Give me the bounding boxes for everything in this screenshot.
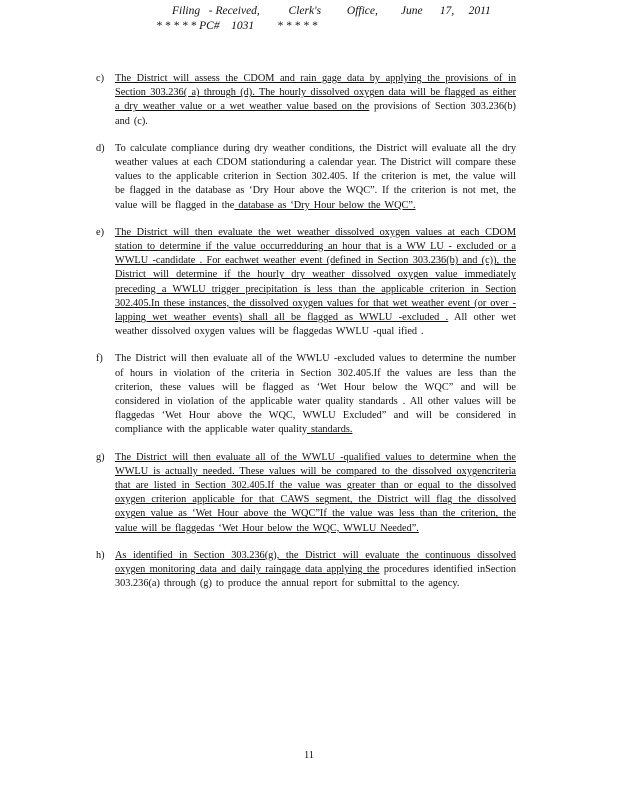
list-item — [96, 226, 516, 340]
underlined-text: The District will assess the CDOM and rain gage data by applying the provisions of in Section 303.236( a) through (d). The hourly dissolved oxygen data will be flagged as either a dry weather value or a wet weather value based on the — [115, 73, 516, 113]
list-item-text — [115, 352, 516, 437]
list-item — [96, 451, 516, 536]
filing-header-line2: * * * * * PC# 1031 * * * * * — [156, 20, 318, 32]
underlined-text: database as ‘Dry Hour below the WQC”. — [234, 199, 416, 211]
underlined-text: The District will then evaluate all of the WWLU -qualified values to determine when the WWLU is actually needed. These values will be compared to the dissolved oxygencriteria that are listed in Section 302.405.If the value was greater than or equal to the dissolved oxygen criterion applicable for that CAWS segment, the District will flag the dissolved oxygen value as ‘Wet Hour above the WQC”If the value was less than the criterion, the value will be flaggedas ‘Wet Hour below the WQC, WWLU Needed”. — [115, 451, 516, 534]
list-item — [96, 72, 516, 129]
list-item — [96, 549, 516, 592]
plain-text: provisions of Section 303.236(b) and (c). — [115, 101, 516, 127]
underlined-text: The District will then evaluate the wet weather dissolved oxygen values at each CDOM station to determine if the value occurredduring an hour that is a WW LU - excluded or a WWLU -candidate . For eachwet weather event (defined in Section 303.236(b) and (c)), the District will determine if the hourly dry weather dissolved oxygen value immediately preceding a WWLU trigger precipitation is less than the applicable criterion in Section 302.405.In these instances, the dissolved oxygen values for that wet weather event (or over -lapping wet weather events) shall all be flagged as WWLU -excluded . — [115, 226, 516, 324]
list-item-marker: e) — [96, 226, 104, 238]
filing-header-line1: Filing - Received, Clerk's Office, June 17, 2011 — [172, 5, 491, 17]
list-item-marker: g) — [96, 451, 105, 463]
plain-text: The District will then evaluate all of the WWLU -excluded values to determine the number of hours in violation of the criteria in Section 302.405.If the values are less than the criterion, these values will be flagged as ‘Wet Hour below the WQC” and will be considered in violation of the applicable water quality standards . All other values will be flaggedas ‘Wet Hour above the WQC, WWLU Excluded” and will be considered in compliance with the applicable water quality — [115, 353, 516, 436]
underlined-text: As identified in Section 303.236(g), the District will evaluate the continuous dissolved oxygen monitoring data and daily raingage data applying the — [115, 549, 516, 576]
list-item-text — [115, 451, 516, 536]
list-item-text — [115, 142, 516, 213]
plain-text: To calculate compliance during dry weather conditions, the District will evaluate all the dry weather values at each CDOM stationduring a calendar year. The District will compare these values to the applicable criterion in Section 302.405. If the criterion is met, the value will be flagged in the database as ‘Dry Hour above the WQC”. If the criterion is not met, the value will be flagged in the — [115, 142, 516, 211]
list-item-marker: d) — [96, 142, 105, 154]
underlined-text: standards. — [307, 424, 353, 436]
list-item-marker: h) — [96, 549, 105, 561]
provision-list — [96, 72, 516, 605]
list-item-text — [115, 549, 516, 592]
plain-text: All other wet weather dissolved oxygen values will be flaggedas WWLU -qual ified . — [115, 312, 516, 338]
list-item — [96, 352, 516, 437]
list-item-marker: c) — [96, 73, 104, 84]
list-item-text — [115, 226, 516, 340]
plain-text: procedures identified inSection 303.236(a) through (g) to produce the annual report for submittal to the agency. — [115, 564, 516, 590]
list-item-text — [115, 72, 516, 129]
list-item-marker: f) — [96, 353, 103, 365]
page-number: 11 — [303, 750, 315, 761]
list-item — [96, 142, 516, 213]
